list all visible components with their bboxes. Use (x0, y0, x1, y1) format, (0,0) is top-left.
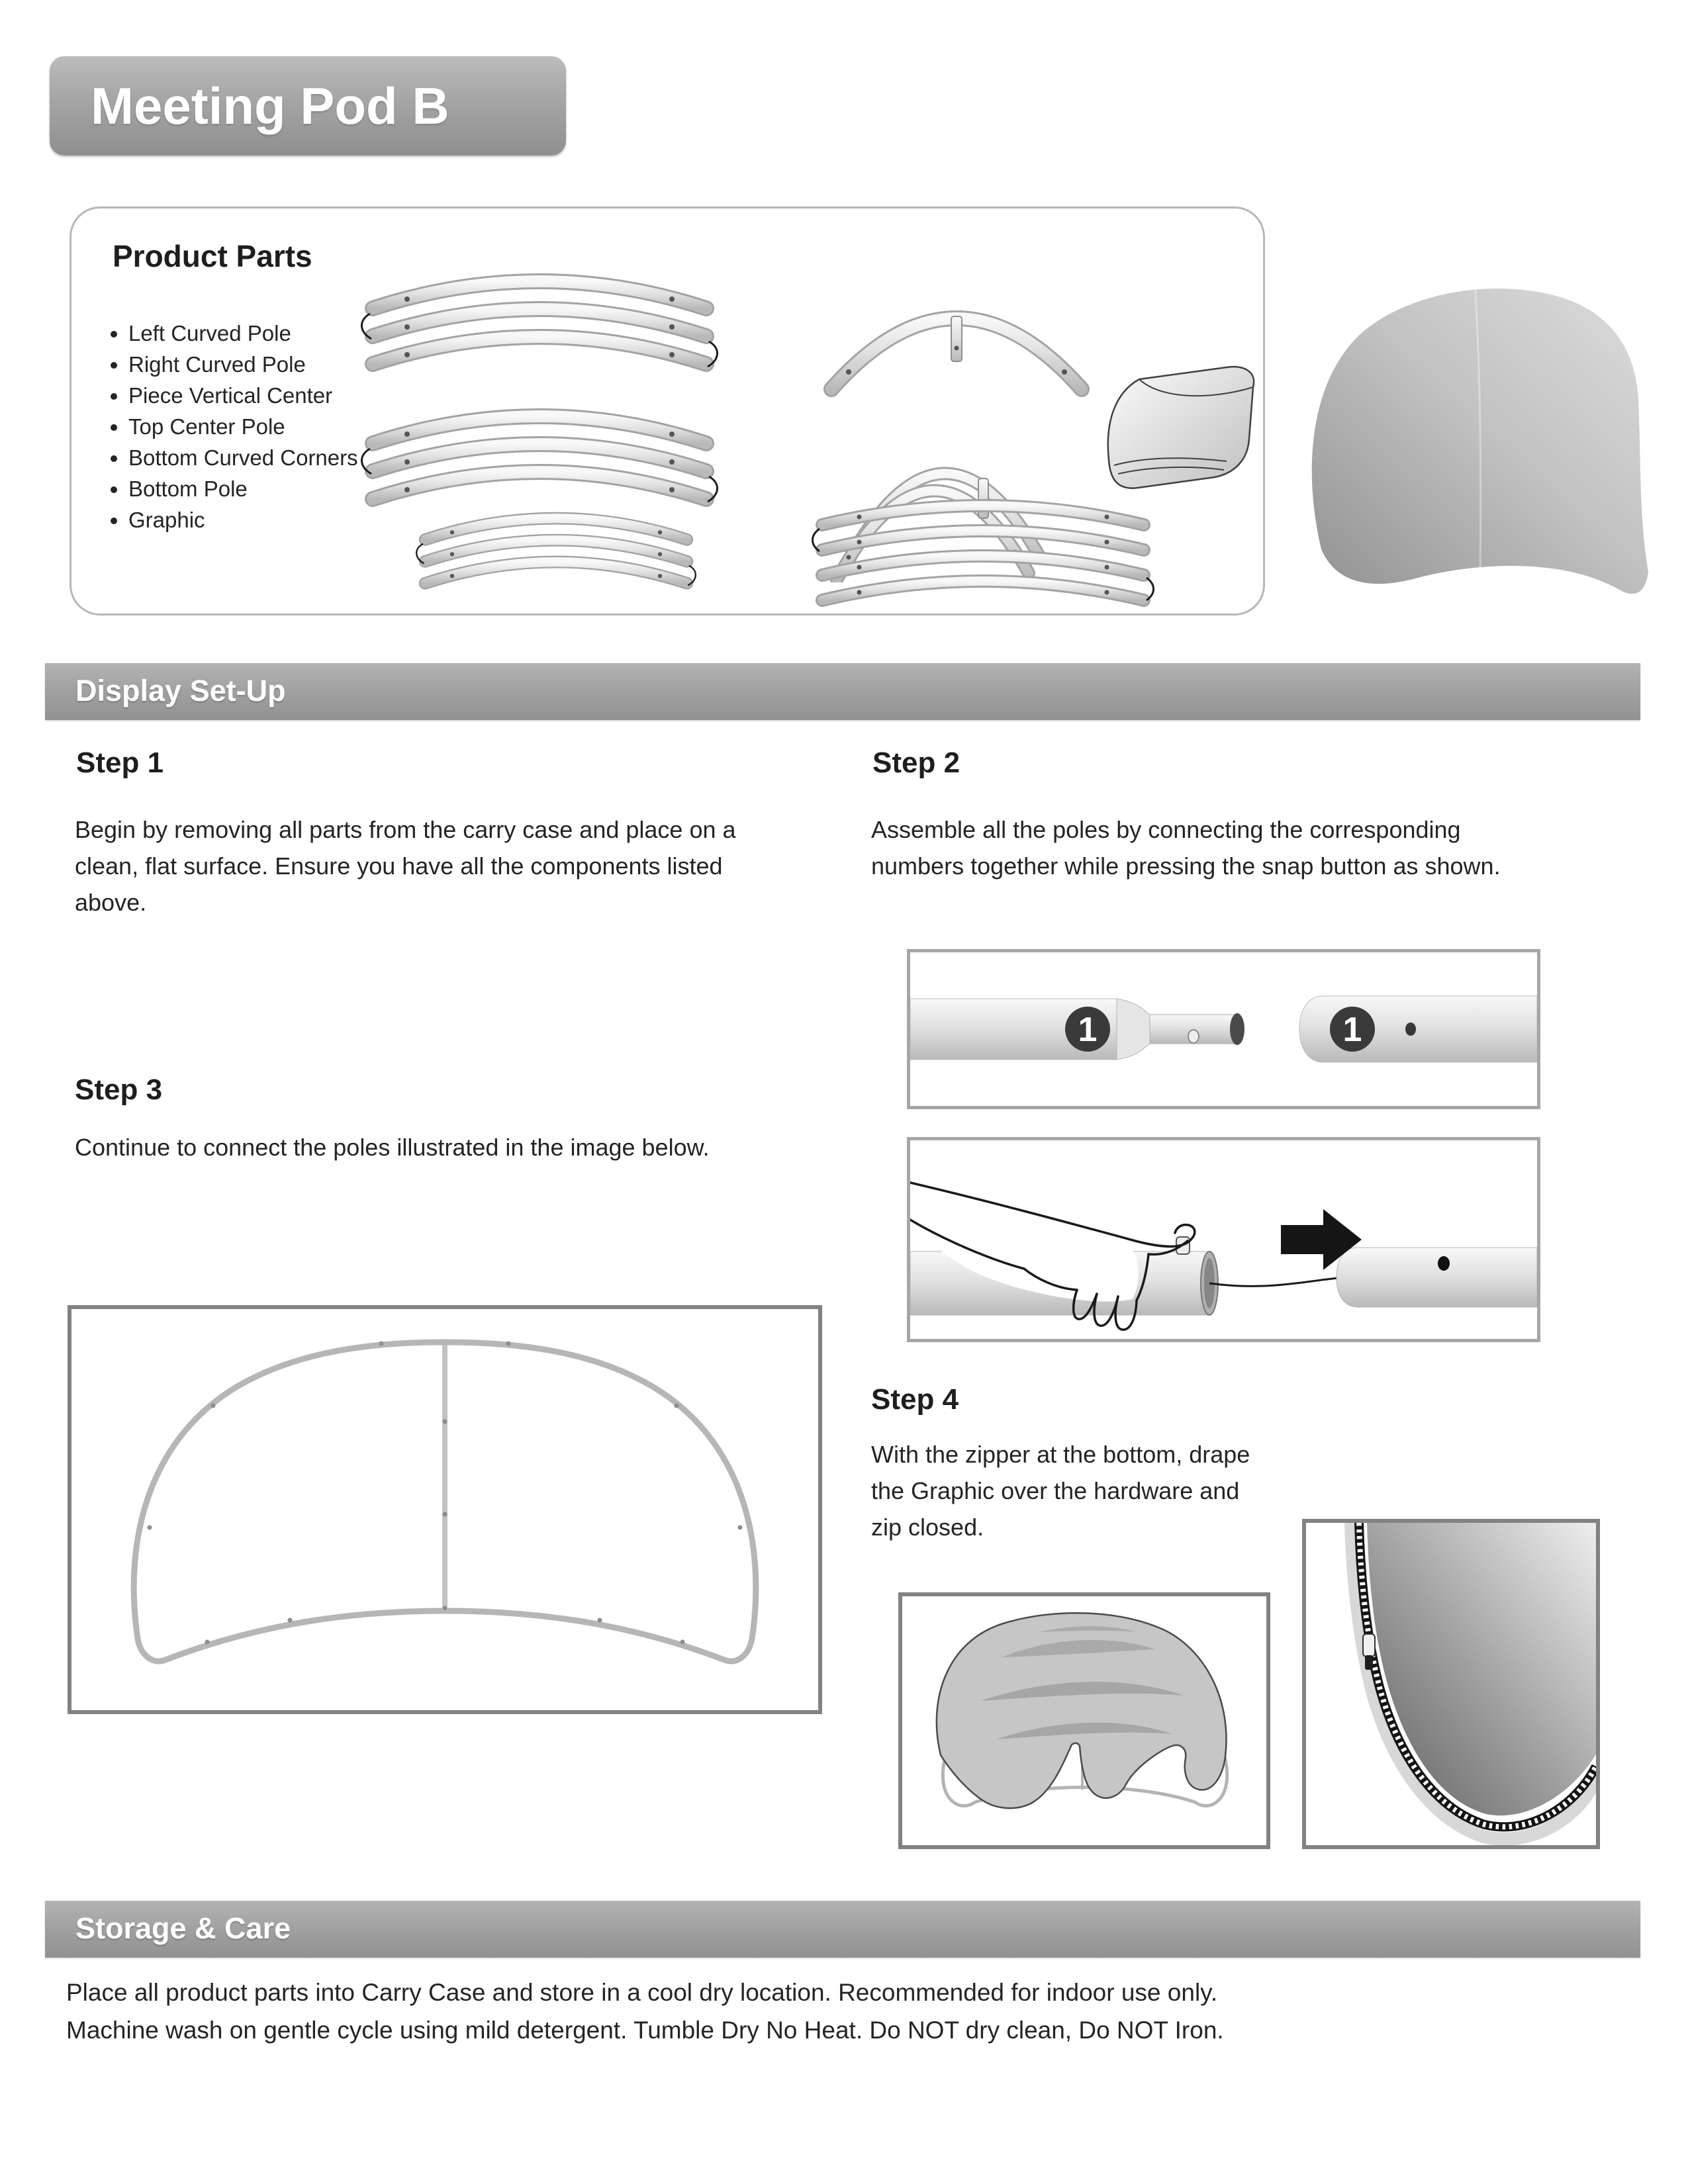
pole-connection-illustration (910, 952, 1537, 1106)
pole-number-label: 1 (1342, 1011, 1362, 1049)
storage-care-heading: Storage & Care (75, 1911, 291, 1945)
list-item: • Graphic (128, 504, 358, 535)
title-banner (50, 56, 566, 156)
zipper-closeup-figure (1302, 1519, 1600, 1849)
graphic-fabric-illustration (1097, 361, 1266, 496)
display-setup-section-bar (45, 663, 1640, 720)
product-parts-list (106, 318, 358, 535)
top-center-pole-illustration (814, 278, 1099, 404)
pole-connection-figure (907, 949, 1540, 1109)
list-item: • Right Curved Pole (128, 349, 358, 380)
page-title: Meeting Pod B (91, 77, 449, 135)
step2-body: Assemble all the poles by connecting the corresponding numbers together while pressing the snap button as shown. (871, 816, 1501, 880)
storage-care-section-bar (45, 1901, 1640, 1958)
list-item: • Top Center Pole (128, 411, 358, 442)
list-item: • Bottom Curved Corners (128, 442, 358, 473)
step3-body: Continue to connect the poles illustrated in the image below. (75, 1134, 710, 1161)
zipper-slider (1363, 1634, 1375, 1657)
display-setup-heading: Display Set-Up (75, 674, 286, 707)
zipper-pull (1365, 1655, 1373, 1670)
step4-heading: Step 4 (871, 1383, 959, 1416)
storage-care-text (66, 1974, 1648, 2049)
draped-graphic-figure (898, 1592, 1270, 1849)
snap-button-press-illustration (910, 1140, 1537, 1339)
list-item: • Left Curved Pole (128, 318, 358, 349)
snap-button-hole (1405, 1023, 1416, 1036)
list-item: • Piece Vertical Center (128, 380, 358, 411)
list-item: • Bottom Pole (128, 473, 358, 504)
step4-body: With the zipper at the bottom, drape the Graphic over the hardware and zip closed. (871, 1441, 1250, 1541)
pole-number-label: 1 (1078, 1011, 1098, 1049)
step1-body: Begin by removing all parts from the carry case and place on a clean, flat surface. Ensure you have all the components listed above. (75, 816, 736, 916)
zipper-closeup-illustration (1306, 1523, 1596, 1845)
curved-pole-set-1-illustration (354, 245, 725, 377)
curved-pole-set-3-illustration (410, 490, 702, 594)
product-parts-heading: Product Parts (113, 239, 312, 273)
draped-graphic-illustration (902, 1596, 1266, 1845)
snap-button-press-figure (907, 1137, 1540, 1342)
assembled-pod-illustration (1278, 259, 1655, 610)
assembled-frame-figure (68, 1305, 822, 1714)
bungee-cord (1209, 1278, 1339, 1286)
storage-care-line2: Machine wash on gentle cycle using mild detergent. Tumble Dry No Heat. Do NOT dry clean, Do NOT Iron. (66, 2017, 1224, 2044)
snap-button (1188, 1030, 1199, 1043)
step3-heading: Step 3 (75, 1073, 163, 1106)
step2-heading: Step 2 (872, 747, 961, 779)
storage-care-line1: Place all product parts into Carry Case and store in a cool dry location. Recommended for indoor use only. (66, 1979, 1218, 2006)
pole-end-opening (1230, 1013, 1244, 1045)
assembled-frame-illustration (71, 1309, 818, 1710)
step1-heading: Step 1 (76, 747, 164, 779)
snap-button-hole (1438, 1256, 1450, 1271)
